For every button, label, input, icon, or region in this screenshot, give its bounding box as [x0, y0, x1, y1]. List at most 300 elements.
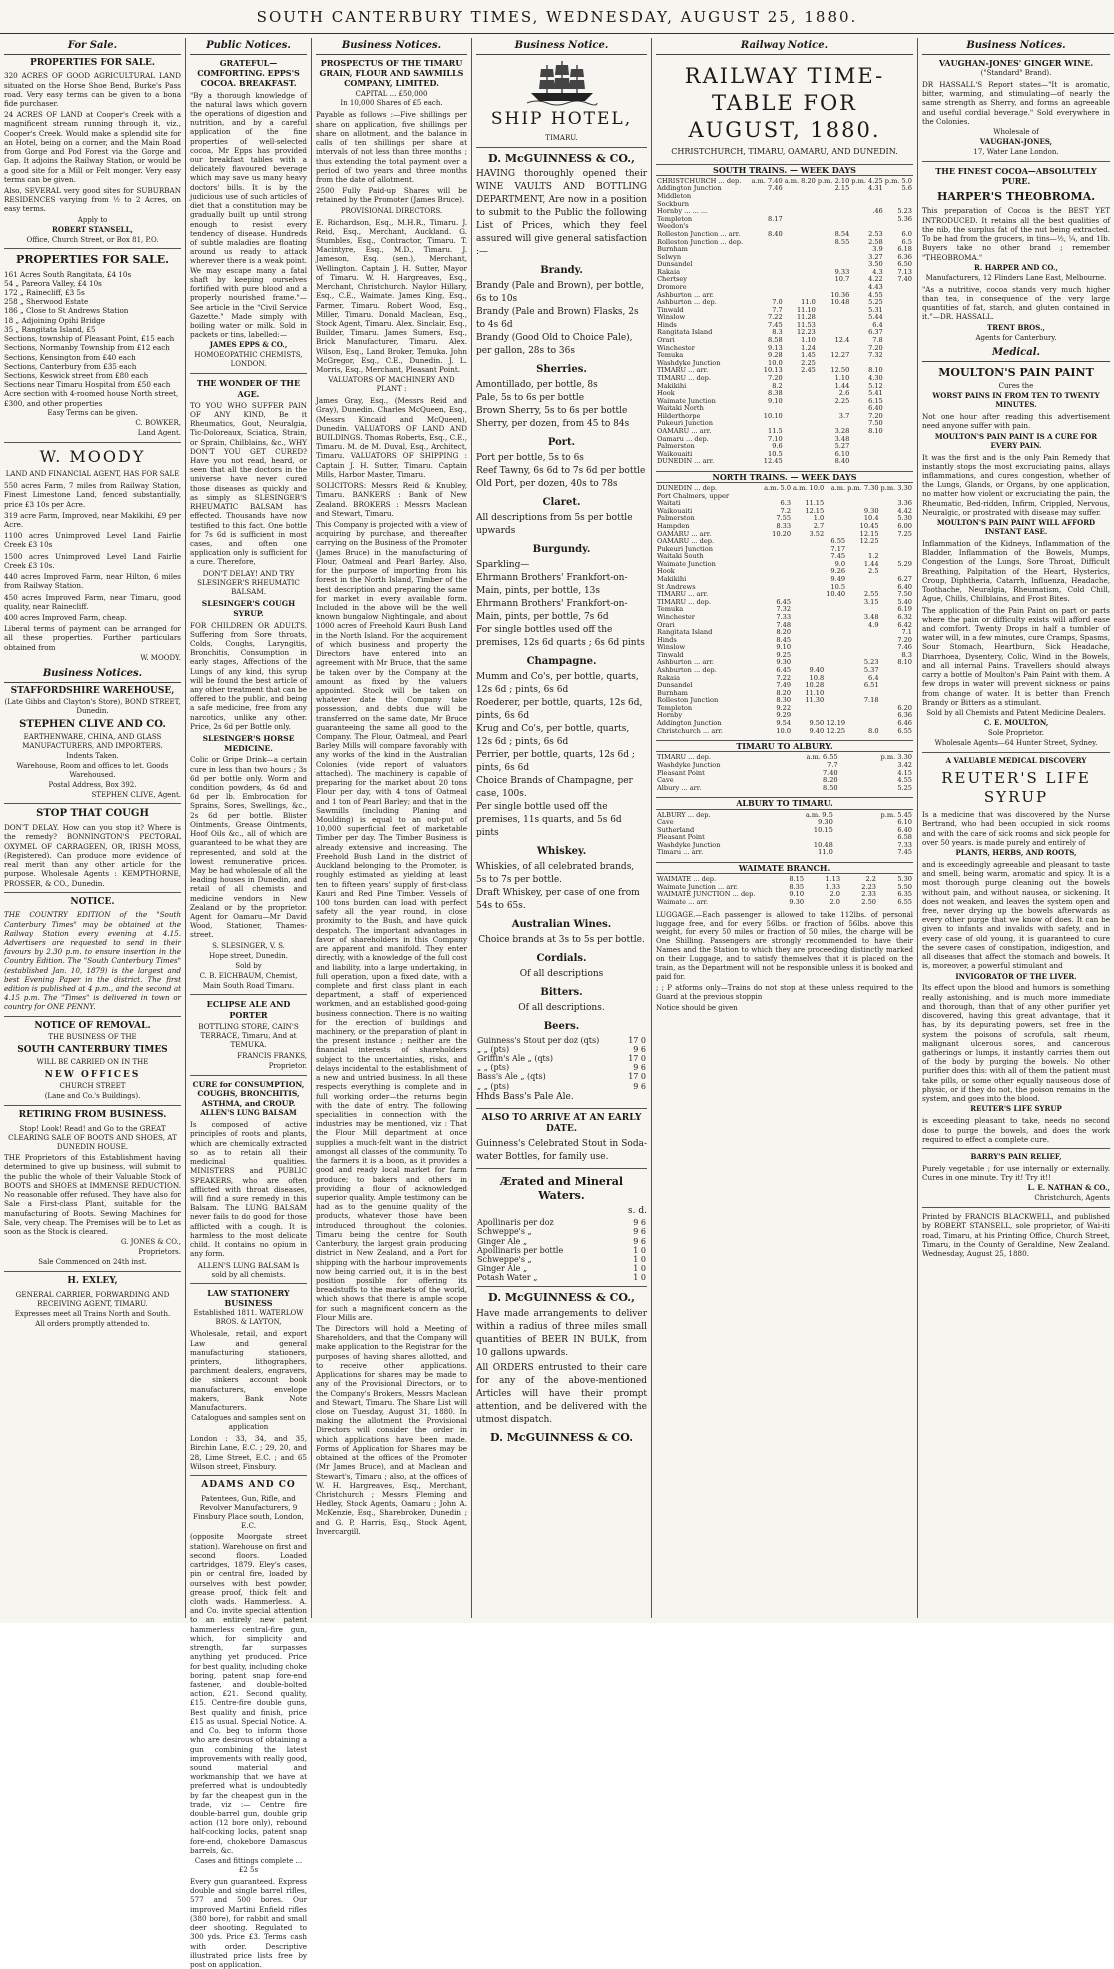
ad-text: "As a nutritive, cocoa stands very much higher than tea, in consequence of the very large quantities of fat, starch, and gluten contained in it."—DR. HASSALL.	[922, 284, 1110, 322]
train-time	[884, 322, 913, 330]
train-time: 7.48	[776, 620, 792, 629]
train-time: 9.50	[809, 719, 825, 728]
ad-text: Indents Taken.	[66, 751, 119, 760]
train-time	[817, 216, 850, 224]
column-heading: Medical.	[922, 347, 1110, 362]
station-name: Hornby ... ... ...	[657, 207, 708, 216]
station-name: Waitati	[657, 499, 681, 508]
station-name: Rangitata Island	[657, 328, 713, 337]
train-time: 3.27	[868, 252, 883, 261]
ad-text: London : 33, 34, and 35, Birchin Lane, E.C. ; 29, 20, and 28, Lime Street, E.C. ; and 65 Wilson street, Finsbury.	[190, 1434, 307, 1471]
train-time	[884, 360, 913, 368]
train-time: 7.33	[897, 840, 912, 849]
table-cell: 9 6	[633, 1044, 646, 1054]
train-time: 7.25	[897, 529, 912, 538]
train-time: 8.10	[868, 426, 883, 435]
train-time: 10.8	[809, 673, 825, 682]
train-time: p.m. 5.45	[880, 810, 912, 819]
ad-text: ALLEN'S LUNG BALSAM Is sold by all chemists.	[197, 1260, 300, 1279]
train-time: 3.15	[863, 597, 879, 606]
train-time	[884, 307, 913, 315]
table-cell: Ginger Ale „	[477, 1236, 528, 1246]
train-time	[784, 208, 817, 216]
category-heading: Beers.	[543, 1020, 580, 1032]
ad-signature-sub: Agents for Canterbury.	[975, 333, 1057, 342]
train-time: 3.48	[863, 612, 879, 621]
category-heading: Brandy.	[540, 264, 583, 276]
table-cell: Ginger Ale „	[477, 1264, 528, 1274]
ad-subtitle: (Late Gibbs and Clayton's Store), BOND STREET, Dunedin.	[4, 698, 181, 716]
train-time: 11.10	[805, 688, 825, 697]
train-time: 9.30	[789, 897, 805, 906]
ad-text: Sold by all Chemists and Patent Medicine Dealers.	[926, 708, 1106, 717]
train-time	[792, 584, 825, 592]
train-time: 6.40	[868, 404, 883, 413]
list-item: Old Port, per dozen, 40s to 78s	[476, 478, 618, 489]
list-item: 18 „ Adjoining Opihi Bridge	[4, 315, 106, 325]
train-time: 7.22	[776, 673, 792, 682]
train-time	[792, 576, 825, 584]
train-time: 4.55	[868, 290, 883, 299]
divider	[922, 1148, 1110, 1149]
train-time	[817, 201, 850, 209]
train-time	[884, 398, 913, 406]
column-for-sale	[0, 38, 186, 1618]
table-cell: 9 6	[633, 1236, 646, 1246]
ad-text: 24 ACRES OF LAND at Cooper's Creek with a magnificent stream running through it, viz., Cooper's Creek. Would make a splendid site for an Hotel, being on a corner, and the Main Road from Gorge and Pod Forest via the Gorge and Gap. It adjoins the Railway Station, or would be a good site for a Mill or Felt monger. Very easy terms can be given.	[4, 110, 181, 184]
train-time	[884, 314, 913, 322]
ad-signature: C. E. MOULTON,	[983, 717, 1049, 727]
list-item: Krug and Co's, per bottle, quarts, 12s 6d ; pints, 6s 6d	[476, 723, 630, 747]
train-time: 10.5	[830, 582, 846, 591]
train-time	[763, 568, 792, 576]
south-trains-table	[656, 178, 913, 466]
station-name: TIMARU ... dep.	[657, 373, 711, 382]
train-time	[784, 269, 817, 277]
ad-signature: W. MOODY.	[140, 653, 181, 662]
divider	[476, 1168, 647, 1169]
list-item: 319 acre Farm, Improved, near Makikihi, £9 per Acre.	[4, 510, 181, 529]
ad-title: GRATEFUL—COMFORTING. EPPS'S COCOA. BREAKFAST.	[197, 57, 300, 89]
train-time: 12.27	[830, 351, 850, 360]
station-name: OAMARU ... arr.	[657, 529, 712, 538]
ad-signature: D. McGUINNESS & CO.	[489, 1430, 634, 1444]
train-time: 5.12	[868, 381, 883, 390]
train-time	[792, 553, 825, 561]
train-time: 5.25	[868, 298, 883, 307]
list-item: Brandy (Pale and Brown) Flasks, 2s to 4s 6d	[476, 306, 639, 330]
divider	[190, 1075, 307, 1076]
train-time: 7.20	[768, 373, 783, 382]
train-time: 9.33	[834, 267, 850, 276]
ad-text: Cases and fittings complete ... £2 5s	[194, 1857, 303, 1875]
timetable-row	[656, 849, 913, 857]
table-row	[476, 1036, 647, 1045]
ad-subtitle: TIMARU.	[545, 133, 578, 142]
ad-text: Cures the	[998, 382, 1034, 391]
section-title: PROVISIONAL DIRECTORS.	[340, 206, 443, 215]
ad-title: ADAMS AND CO	[201, 1480, 296, 1491]
ad-title: THE FINEST COCOA—ABSOLUTELY PURE.	[935, 165, 1097, 187]
price-list	[476, 861, 647, 913]
train-time: 7.18	[863, 696, 879, 705]
train-time	[850, 458, 883, 466]
ad-text: Payable as follows :—Five shillings per share on application, five shillings per share on allotment, and the balance in calls of ten shillings per share at intervals of not less than three months ; thus extending the total payment over a period of two years and three months from the date of allotment.	[316, 110, 467, 184]
train-time: 5.31	[868, 305, 883, 314]
table-row	[476, 1255, 647, 1264]
ship-icon	[527, 59, 597, 105]
train-time: 2.23	[861, 882, 876, 891]
station-name: Ashburton ... arr.	[657, 658, 714, 667]
station-name: Rolleston Junction ... dep.	[657, 237, 744, 246]
train-time	[884, 443, 913, 451]
train-time	[784, 201, 817, 209]
train-time: 11.30	[805, 696, 825, 705]
train-time: 7.32	[776, 605, 792, 614]
ad-text: The Directors will hold a Meeting of Shareholders, and that the Company will make application to the Registrar for the purposes of having shares allotted, and to receive other applications. Applications for shares may be made to any of the Provisional Directors, or to the Company's Brokers, Messrs Maclean and Stewart, Timaru. The Share List will close on Tuesday, August 31, 1880. In making the allotment the Provisional Directors will consider the order in which applications have been made. Forms of Application for Shares may be obtained at the offices of the Promoter (Mr James Bruce), and at Maclean and Stewart's, Timaru ; also, at the offices of W. H. Hargreaves, Esq., Merchant, Christchurch ; Messrs Fleming and Hedley, Stock Agents, Oamaru ; John A. McKenzie, Esq., Sharebroker, Dunedin ; and G. P. Harris, Esq., Stock Agent, Invercargill.	[316, 1324, 467, 1536]
train-time	[792, 705, 825, 713]
divider	[922, 1207, 1110, 1208]
train-time: 10.15	[813, 825, 833, 834]
list-item: Sections, township of Pleasant Point, £15 each	[4, 334, 175, 344]
station-name: Washdyke Junction	[657, 840, 721, 849]
timetable-row	[656, 458, 913, 466]
train-time	[751, 239, 784, 247]
ad-title: HARPER'S THEOBROMA.	[936, 190, 1096, 204]
ad-address: Hope street, Dunedin.	[209, 951, 288, 960]
ad-signature-sub: Christchurch, Agents	[1034, 1194, 1110, 1203]
platform-notice-2: Notice should be given	[656, 1004, 738, 1013]
ad-text: "By a thorough knowledge of the natural laws which govern the operations of digestion and nutrition, and by a careful application of the fine properties of well-selected cocoa, Mr Epps has provided our breakfast tables with a delicately flavoured beverage which may save us many heavy doctors' bills. It is by the judicious use of such articles of diet that a constitution may be gradually built up until strong enough to resist every tendency of disease. Hundreds of subtle maladies are floating around us ready to attack wherever there is a weak point. We may escape many a fatal shaft by keeping ourselves fortified with pure blood and a properly nourished frame."—See article in the "Civil Service Gazette." Made simply with boiling water or milk. Sold in packets or tins, labelled:—	[190, 90, 307, 340]
train-time: a.m. 10.0	[793, 484, 825, 493]
train-time	[784, 428, 817, 436]
station-name: Waitaki North	[657, 404, 704, 413]
train-time: 10.20	[772, 529, 792, 538]
ad-title: SOUTH CANTERBURY TIMES	[17, 1045, 168, 1056]
train-time: 10.48	[813, 840, 833, 849]
train-time: 8.2	[772, 381, 783, 390]
ad-text: 2500 Fully Paid-up Shares will be retained by the Promoter (James Bruce).	[316, 186, 467, 205]
station-name: Rakaia	[657, 267, 681, 276]
ad-subtitle: LAND AND FINANCIAL AGENT, HAS FOR SALE	[5, 470, 180, 479]
luggage-notice: LUGGAGE.—Each passenger is allowed to take 112lbs. of personal luggage free, and for every 56lbs. or fraction of 56lbs. above this weight, for every 50 miles or fraction of 50 miles, the charge will be One Shilling. Passengers are strongly recommended to have their Names and the Station to which they are proceeding distinctly marked on their Luggage, and to satisfy themselves that it is placed on the train, as the Department will not be responsible unless it is booked and paid for.	[656, 910, 913, 982]
ad-subtitle: Patentees, Gun, Rifle, and Revolver Manufacturers, 9 Finsbury Place south, London, E.C.	[193, 1493, 304, 1531]
train-time: 8.0	[868, 726, 879, 735]
train-time: 11.28	[796, 313, 816, 322]
train-time	[784, 420, 817, 428]
train-time: 11.0	[818, 848, 833, 857]
ad-title: CURE for CONSUMPTION, COUGHS, BRONCHITIS, ASTHMA, and CROUP.	[192, 1079, 305, 1108]
section-title: PROPERTIES FOR SALE.	[16, 253, 169, 267]
category-heading: Burgundy.	[532, 543, 591, 555]
train-time	[763, 576, 792, 584]
timetable-section-heading: NORTH TRAINS. — WEEK DAYS	[656, 471, 913, 483]
ad-address: Main South Road Timaru.	[202, 981, 295, 990]
train-time: 3.28	[834, 426, 850, 435]
train-time: 7.13	[897, 267, 912, 276]
station-name: Orari	[657, 620, 675, 629]
train-time	[884, 436, 913, 444]
train-time	[817, 208, 850, 216]
divider	[4, 1105, 181, 1106]
train-time	[792, 644, 825, 652]
ad-text: Expresses meet all Trains North and South.	[14, 1310, 171, 1319]
list-item: Sections, Kensington from £40 each	[4, 352, 136, 362]
ad-text: and is exceedingly agreeable and pleasant to taste and smell, being warm, aromatic and spicy. It is a most thorough purge cleaning out the bowels without pain, and without nausea, or sickening. It does not weaken, and leaves the system open and free, never drying up the bowels afterwards as every other purge that we know of does. It can be given to infants and invalids with safety, and in every case of old young, it is guaranteed to cure the severe cases of constipation, indigestion, and all diseases that affect the stomach and bowels. It is, moreover, a powerful stimulant and	[922, 859, 1110, 971]
category-heading: Port.	[547, 436, 576, 448]
divider	[4, 892, 181, 893]
train-time	[884, 329, 913, 337]
timetable-section-heading: ALBURY TO TIMARU.	[656, 797, 913, 809]
train-time: 8.35	[789, 882, 805, 891]
ad-text: Wholesale, retail, and export Law and general manufacturing stationers, printers, lithographers, parchment dealers, engravers, die sinkers account book manufacturers, envelope makers, Bank Note Manufacturers.	[190, 1329, 307, 1413]
train-time: 7.49	[776, 681, 792, 690]
ad-title: SLESINGER'S HORSE MEDICINE.	[202, 734, 295, 753]
list-item: Draft Whiskey, per case of one from 54s to 65s.	[476, 888, 640, 912]
station-name: Waikouaiti	[657, 449, 693, 458]
station-name: Winchester	[657, 612, 695, 621]
train-time: 8.55	[834, 237, 850, 246]
ad-text: All orders promptly attended to.	[35, 1319, 150, 1328]
station-name: Rolleston Junction	[657, 696, 719, 705]
table-cell: Apollinaris per doz	[477, 1218, 554, 1228]
train-time: 7.20	[868, 411, 883, 420]
ad-text: 320 ACRES OF GOOD AGRICULTURAL LAND situated on the Horse Shoe Bend, Burke's Pass road. Very easy terms can be given to a bona fide purchaser.	[4, 71, 181, 108]
train-time: 4.42	[897, 506, 912, 515]
train-time: 9.0	[834, 559, 846, 568]
table-cell: Guinness's Stout per doz (qts)	[477, 1035, 600, 1045]
train-time	[784, 451, 817, 459]
train-time: 10.36	[830, 290, 850, 299]
ad-text: James Gray, Esq., (Messrs Reid and Gray), Dunedin. Charles McQueen, Esq., (Messrs Kincaid and McQueen), Dunedin. VALUATORS OF LAND AND BUILDINGS. Thomas Roberts, Esq., C.E., Timaru. M. de M. Duval, Esq., Architect, Timaru. VALUATORS OF SHIPPING : Captain J. H. Sutter, Timaru. Captain Mills, Harbor Master, Timaru.	[316, 396, 467, 479]
ad-text: WORST PAINS IN FROM TEN TO TWENTY MINUTES.	[932, 391, 1100, 410]
train-time	[784, 261, 817, 269]
train-time: 5.6	[901, 184, 912, 193]
station-name: Sockburn	[657, 199, 690, 208]
ad-signature-sub: HOMOEOPATHIC CHEMISTS, LONDON.	[194, 351, 303, 369]
train-time	[884, 405, 913, 413]
column-heading: Business Notices.	[922, 40, 1110, 55]
train-time: 7.22	[768, 313, 783, 322]
train-time	[792, 538, 825, 546]
train-time: 2.25	[801, 358, 816, 367]
train-time: 7.7	[827, 760, 838, 769]
train-time: a.m. 7.40	[751, 176, 783, 185]
station-name: Pukeuri Junction	[657, 544, 713, 553]
train-time	[884, 367, 913, 375]
ad-text: THE BUSINESS OF THE	[48, 1033, 137, 1042]
station-name: Selwyn	[657, 252, 682, 261]
station-name: Christchurch ... arr.	[657, 726, 723, 735]
ad-subtitle: EARTHENWARE, CHINA, AND GLASS MANUFACTURERS, AND IMPORTERS.	[22, 732, 163, 750]
table-row	[476, 1063, 647, 1072]
waimate-branch-table	[656, 876, 913, 906]
train-time: 3.52	[809, 529, 825, 538]
category-heading: Ærated and Mineral Waters.	[500, 1174, 623, 1203]
train-time: 12.19	[826, 719, 846, 728]
list-item: Of all descriptions	[519, 968, 604, 979]
train-time: 9.10	[776, 643, 792, 652]
train-time: 9.22	[776, 703, 792, 712]
station-name: Dunsandel	[657, 260, 693, 269]
ad-signature: STEPHEN CLIVE, Agent.	[91, 790, 181, 799]
train-time: 2.55	[863, 590, 879, 599]
ad-text: This preparation of Cocoa is the BEST YET INTRODUCED. It retains all the best qualities of the nib, the surplus fat of the nut being extracted. To be had from the grocers, in tins—½, ¼, and 1lb. Buyers take no other brand ; remember "THEOBROMA."	[922, 206, 1110, 262]
train-time: 6.50	[897, 260, 912, 269]
train-time: 2.50	[861, 897, 876, 906]
train-time	[825, 622, 846, 630]
timetable-row	[656, 728, 913, 736]
divider	[922, 752, 1110, 753]
ad-text: Sale Commenced on 24th inst.	[38, 1258, 147, 1267]
divider	[190, 1475, 307, 1476]
station-name: OAMARU ... dep.	[657, 537, 715, 546]
week-days-label: WEEK DAYS	[800, 164, 856, 175]
list-item: Hhds Bass's Pale Ale.	[476, 1091, 574, 1102]
column-heading: Business Notices.	[316, 40, 467, 55]
train-time	[792, 546, 825, 554]
station-name: DUNEDIN ... dep.	[657, 484, 718, 493]
train-time: 8.17	[768, 214, 783, 223]
train-time: 6.3	[780, 499, 792, 508]
section-title: VALUATORS OF MACHINERY AND PLANT :	[328, 376, 455, 394]
train-time: 4.22	[868, 275, 883, 284]
train-time: 4.9	[868, 620, 879, 629]
train-time: 10.40	[826, 590, 846, 599]
ad-text: CAPITAL ... £50,000	[355, 89, 428, 98]
station-name: Burnham	[657, 245, 688, 254]
station-name: Hampden	[657, 521, 690, 530]
station-name: Rakaia	[657, 673, 681, 682]
ad-signature: ROBERT STANSELL,	[52, 224, 133, 234]
category-heading: Australian Wines.	[511, 919, 612, 931]
train-time: 8.38	[768, 389, 783, 398]
train-time: 9.6	[772, 442, 783, 451]
list-item: Pale, 5s to 6s per bottle	[476, 392, 585, 403]
train-time: 9.10	[768, 396, 783, 405]
train-time	[817, 193, 850, 201]
train-time: p.m. 7.30	[847, 484, 879, 493]
train-time	[825, 515, 846, 523]
train-time	[763, 553, 792, 561]
train-time	[784, 436, 817, 444]
list-item: Ehrmann Brothers' Frankfort-on-Main, pints, per bottle, 7s 6d	[476, 598, 628, 622]
list-item: 186 „ Close to St Andrews Station	[4, 306, 129, 316]
train-time	[846, 576, 879, 584]
train-time: 6.00	[897, 521, 912, 530]
train-time	[817, 307, 850, 315]
station-name: Waimate Junction ... arr.	[657, 882, 738, 891]
train-time: 6.27	[897, 575, 912, 584]
train-time: 7.40	[897, 275, 912, 284]
train-time	[784, 443, 817, 451]
train-time	[825, 659, 846, 667]
train-time: 7.0	[772, 298, 783, 307]
ad-address: Office, Church Street, or Box 81, P.O.	[26, 235, 159, 244]
train-time: 7.45	[897, 848, 912, 857]
train-time: a.m.	[830, 484, 846, 493]
train-time: 8.40	[768, 229, 783, 238]
train-time: 9.30	[863, 506, 879, 515]
ad-text: GENERAL CARRIER, FORWARDING AND RECEIVING AGENT, TIMARU.	[15, 1289, 170, 1308]
train-time: 6.35	[897, 890, 912, 899]
train-time	[825, 652, 846, 660]
ad-title: RETIRING FROM BUSINESS.	[18, 1110, 167, 1121]
train-time	[792, 629, 825, 637]
train-time	[846, 629, 879, 637]
table-cell: Apollinaris per bottle	[477, 1245, 564, 1255]
station-name: CHRISTCHURCH ... dep.	[657, 176, 742, 185]
train-time: 2.7	[813, 521, 825, 530]
divider	[922, 161, 1110, 162]
ad-text: Colic or Gripe Drink—a certain cure in less than two hours ; 3s 6d per bottle only. Worm and condition powders, 4s 6d and 6d per lb. Embrocation for Sprains, Sores, Swellings, &c., 2s 6d per bottle. Blister Ointments, Grease Ointments, Hoof Oils &c., all of which are guaranteed to be what they are represented, and sold at the lowest remunerative prices. May be had wholesale of all the leading houses in Dunedin, and retail of all chemists and medicine vendors in New Zealand or by the proprietor. Agent for Oamaru—Mr David Wood, Stationer, Thames-street.	[190, 755, 307, 940]
column-public-notices	[186, 38, 312, 1969]
timetable-row	[656, 819, 913, 827]
station-name: TIMARU ... dep.	[657, 753, 711, 762]
train-time	[884, 299, 913, 307]
train-time: 6.55	[897, 726, 912, 735]
train-time	[884, 383, 913, 391]
station-name: Pleasant Point	[657, 768, 705, 777]
train-time	[850, 436, 883, 444]
train-time	[792, 614, 825, 622]
train-time: 12.15	[859, 529, 879, 538]
divider	[4, 803, 181, 804]
ad-text: Stop! Look! Read! and Go to the GREAT CLEARING SALE OF BOOTS AND SHOES, AT DUNEDIN HOUSE.	[8, 1123, 177, 1152]
table-cell: Schweppe's „	[477, 1227, 532, 1237]
ad-text: FOR CHILDREN OR ADULTS. Suffering from Sore throats, Colds, Coughs, Laryngitis, Bronchitis, Consumption in early stages, Affections of the Lungs of any kind, this syrup will be found the best article of any other treatment that can be offered to the public, and being a safe medicine, free from any narcotics, unlike any other. Price, 2s 6d per Bottle only.	[190, 620, 307, 731]
column-medical	[918, 38, 1114, 1618]
train-time	[825, 614, 846, 622]
train-time	[884, 413, 913, 421]
table-cell: „ „ (pts)	[477, 1063, 510, 1073]
list-item: 1500 acres Unimproved Level Land Fairlie Creek £3 10s.	[4, 551, 181, 570]
timetable-row	[656, 785, 913, 793]
train-time: 7.45	[830, 552, 846, 561]
ad-signature: FRANCIS FRANKS,	[237, 1051, 307, 1060]
train-time	[884, 451, 913, 459]
train-time: 10.48	[830, 298, 850, 307]
train-time: a.m. 5.0	[764, 484, 792, 493]
train-time	[825, 508, 846, 516]
table-cell: 9 6	[633, 1063, 646, 1073]
train-time	[792, 591, 825, 599]
ad-text: Is a medicine that was discovered by the Nurse Bertrand, who had been occupied in sick rooms and with the care of sick rooms and sick people for over 50 years. is made purely and entirely of	[922, 810, 1110, 847]
train-time	[784, 239, 817, 247]
train-time: 2.25	[834, 396, 850, 405]
train-time: 5.36	[897, 214, 912, 223]
category-heading: Bitters.	[540, 987, 583, 998]
ad-title: VAUGHAN-JONES' GINGER WINE.	[938, 57, 1094, 68]
station-name: WAIMATE ... dep.	[657, 875, 717, 884]
train-time: 3.50	[868, 260, 883, 269]
train-time: 6.19	[897, 605, 912, 614]
ad-signature-sub: Sole Proprietor.	[988, 728, 1044, 737]
train-time: 8.45	[776, 635, 792, 644]
train-time	[884, 284, 913, 292]
train-time: 5.27	[834, 442, 850, 451]
train-time	[884, 428, 913, 436]
albury-timaru-table	[656, 812, 913, 857]
divider	[476, 1286, 647, 1287]
train-time	[784, 193, 817, 201]
train-time	[825, 629, 846, 637]
timetable-row	[656, 216, 913, 224]
ad-title: D. McGUINNESS & CO.,	[488, 151, 635, 165]
table-cell: Griffin's Ale „ (qts)	[477, 1054, 553, 1064]
train-time: 8.33	[776, 521, 792, 530]
timetable-row	[656, 568, 913, 576]
